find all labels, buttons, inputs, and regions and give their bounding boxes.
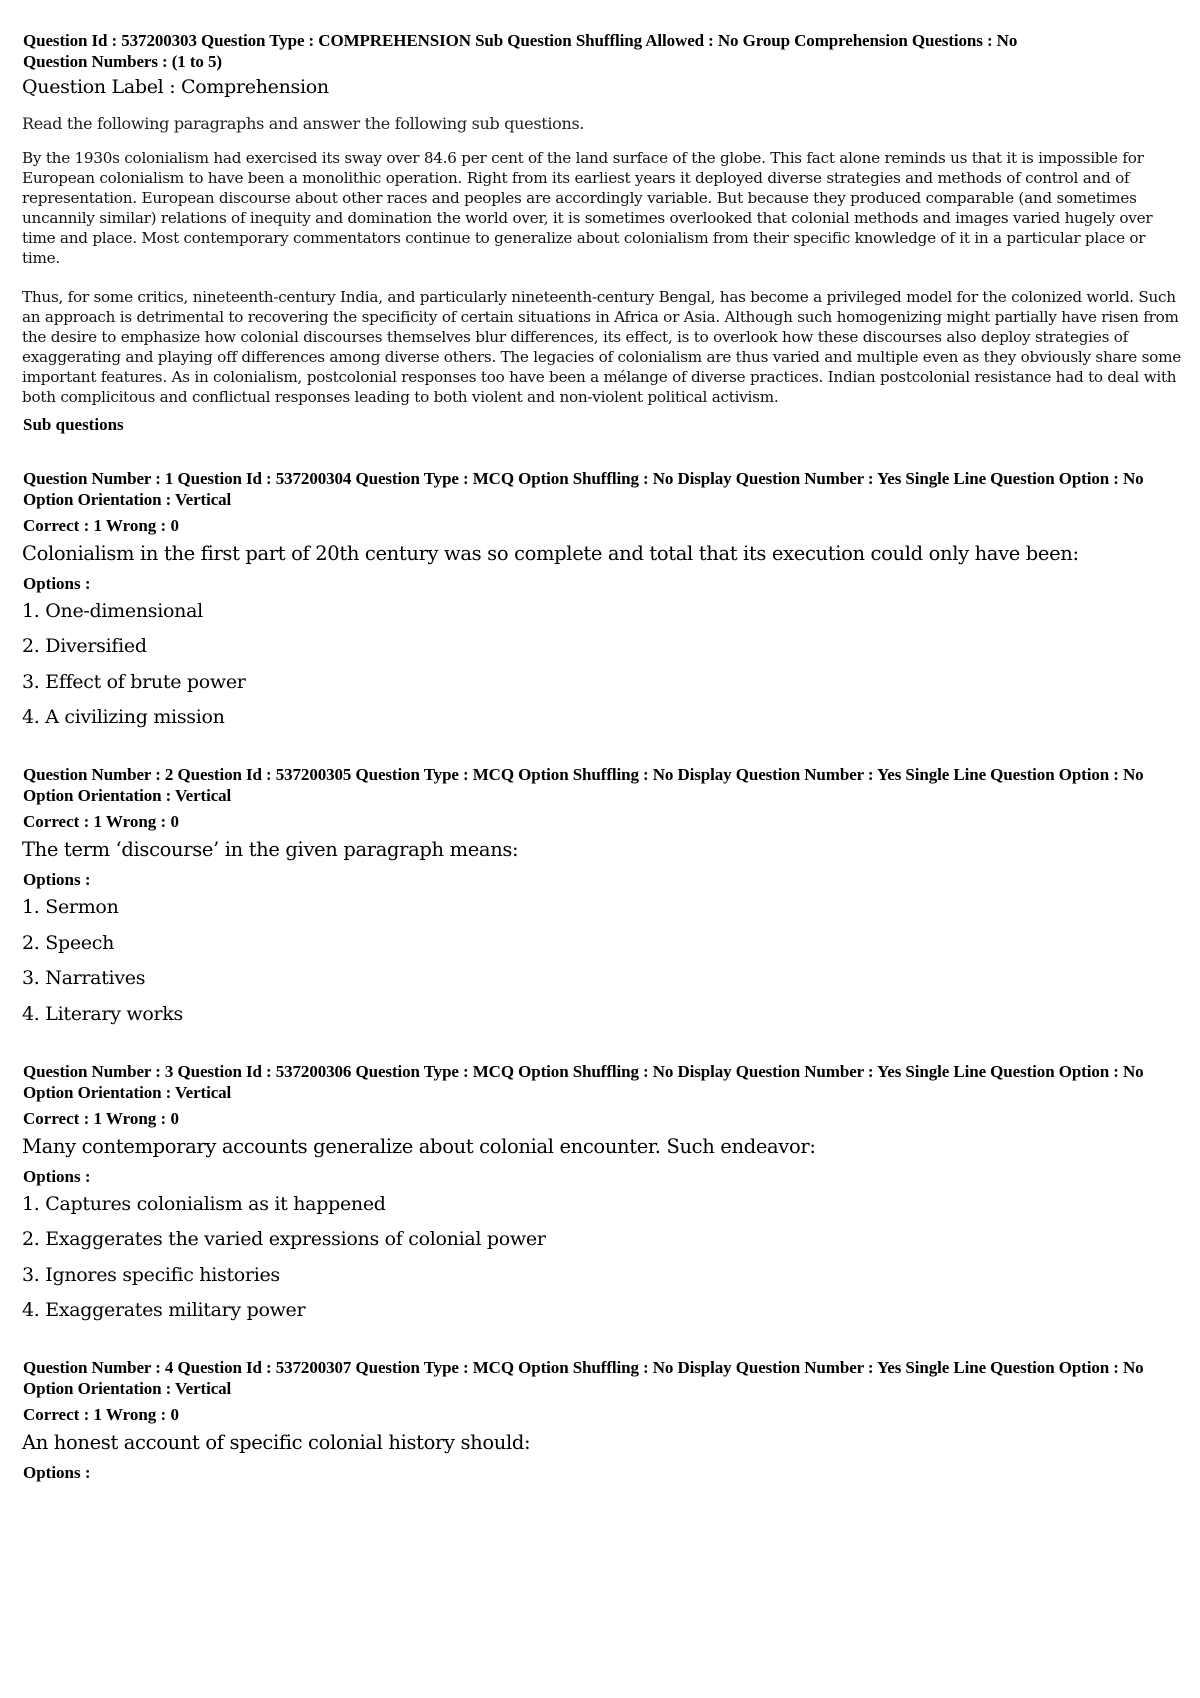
sub-questions-heading: Sub questions: [23, 414, 124, 434]
question-text: Many contemporary accounts generalize about colonial encounter. Such endeavor:: [22, 1134, 816, 1158]
question-block-1: [23, 468, 1183, 731]
question-marks: Correct : 1 Wrong : 0: [23, 1108, 179, 1128]
option-1[interactable]: 1. Sermon: [22, 896, 119, 919]
option-2[interactable]: 2. Speech: [22, 931, 115, 954]
options-label: Options :: [23, 1463, 91, 1483]
question-text: The term ‘discourse’ in the given paragraph means:: [22, 838, 519, 862]
question-meta: Question Number : 2 Question Id : 537200305 Question Type : MCQ Option Shuffling : No Display Question Number : Yes Single Line Question Option : No Option Orientation : Vertical: [23, 765, 1144, 806]
question-paper-page: [23, 30, 1183, 1483]
question-block-2: [23, 764, 1183, 1027]
question-marks: Correct : 1 Wrong : 0: [23, 1405, 179, 1425]
comprehension-meta: Question Id : 537200303 Question Type : COMPREHENSION Sub Question Shuffling Allowed : No Group Comprehension Questions : No: [23, 31, 1018, 50]
question-label: Question Label : Comprehension: [22, 76, 329, 98]
options-label: Options :: [23, 870, 91, 890]
question-meta: Question Number : 3 Question Id : 537200306 Question Type : MCQ Option Shuffling : No Display Question Number : Yes Single Line Question Option : No Option Orientation : Vertical: [23, 1061, 1144, 1102]
passage: [23, 149, 1183, 408]
options-list: [23, 1191, 1183, 1324]
option-2[interactable]: 2. Diversified: [22, 635, 147, 658]
option-3[interactable]: 3. Ignores specific histories: [22, 1263, 280, 1286]
options-list: [23, 598, 1183, 731]
instruction-text: Read the following paragraphs and answer the following sub questions.: [22, 114, 585, 133]
option-1[interactable]: 1. One-dimensional: [22, 599, 203, 622]
question-meta: Question Number : 4 Question Id : 537200307 Question Type : MCQ Option Shuffling : No Display Question Number : Yes Single Line Question Option : No Option Orientation : Vertical: [23, 1358, 1144, 1399]
options-list: [23, 894, 1183, 1027]
question-block-3: [23, 1061, 1183, 1324]
question-block-4: [23, 1357, 1183, 1483]
question-marks: Correct : 1 Wrong : 0: [23, 515, 179, 535]
passage-paragraph-1: By the 1930s colonialism had exercised its sway over 84.6 per cent of the land surface of the globe. This fact alone reminds us that it is impossible for European colonialism to have been a monolithic operation. Right from its earliest years it deployed diverse strategies and methods of control and of representation. European discourse about other races and peoples are accordingly variable. But because they produced comparable (and sometimes uncannily similar) relations of inequity and domination the world over, it is sometimes overlooked that colonial methods and images varied hugely over time and place. Most contemporary commentators continue to generalize about colonialism from their specific knowledge of it in a particular place or time.: [22, 149, 1153, 267]
options-label: Options :: [23, 573, 91, 593]
question-numbers: Question Numbers : (1 to 5): [23, 52, 222, 71]
option-3[interactable]: 3. Effect of brute power: [22, 670, 246, 693]
passage-paragraph-2: Thus, for some critics, nineteenth-century India, and particularly nineteenth-century Bengal, has become a privileged model for the colonized world. Such an approach is detrimental to recovering the specificity of certain situations in Africa or Asia. Although such homogenizing might partially have risen from the desire to emphasize how colonial discourses themselves blur differences, its effect, is to overlook how these discourses also deploy strategies of exaggerating and playing off differences among diverse others. The legacies of colonialism are thus varied and multiple even as they obviously share some important features. As in colonialism, postcolonial responses too have been a mélange of diverse practices. Indian postcolonial resistance had to deal with both complicitous and conflictual responses leading to both violent and non-violent political activism.: [22, 288, 1181, 406]
option-4[interactable]: 4. Literary works: [22, 1002, 183, 1025]
comprehension-header: [23, 30, 1183, 100]
question-marks: Correct : 1 Wrong : 0: [23, 812, 179, 832]
option-4[interactable]: 4. A civilizing mission: [22, 706, 225, 729]
question-text: An honest account of specific colonial history should:: [22, 1431, 531, 1455]
options-label: Options :: [23, 1166, 91, 1186]
option-4[interactable]: 4. Exaggerates military power: [22, 1299, 306, 1322]
question-text: Colonialism in the first part of 20th century was so complete and total that its execution could only have been:: [22, 541, 1079, 565]
option-1[interactable]: 1. Captures colonialism as it happened: [22, 1192, 386, 1215]
option-3[interactable]: 3. Narratives: [22, 967, 146, 990]
question-meta: Question Number : 1 Question Id : 537200304 Question Type : MCQ Option Shuffling : No Display Question Number : Yes Single Line Question Option : No Option Orientation : Vertical: [23, 468, 1144, 509]
option-2[interactable]: 2. Exaggerates the varied expressions of colonial power: [22, 1228, 546, 1251]
